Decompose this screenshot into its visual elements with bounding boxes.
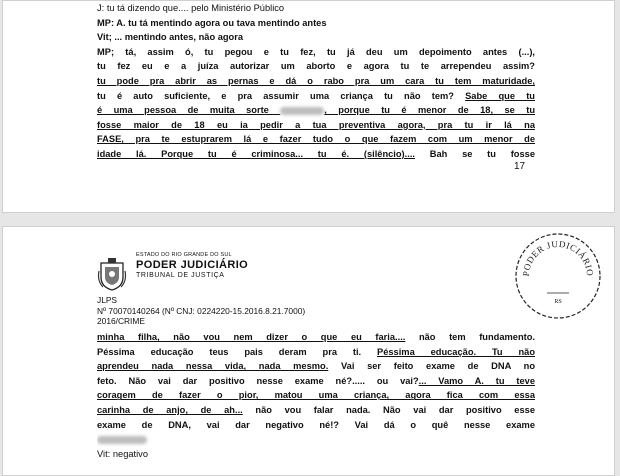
text-line xyxy=(97,74,535,89)
text-line xyxy=(97,374,535,389)
text-segment: idade lá. Porque tu é criminosa... tu é. (silêncio).... xyxy=(97,148,415,159)
text-line xyxy=(97,359,535,374)
text-segment: Bah se tu fosse xyxy=(415,148,535,159)
testimony-text-page-17 xyxy=(97,1,535,162)
text-line xyxy=(97,103,535,118)
text-line xyxy=(97,45,535,60)
document-page-top xyxy=(2,0,615,213)
text-segment: tu pode pra abrir as pernas e dá o rabo pra um cara tu tem maturidade, xyxy=(97,75,535,86)
text-line xyxy=(97,118,535,133)
text-line xyxy=(97,147,535,162)
text-segment: J: tu tá dizendo que.... pelo Ministério Público xyxy=(97,3,285,13)
text-segment: fosse maior de 18 eu ia pedir a tua preventiva agora, pra tu ir lá na xyxy=(97,119,535,130)
text-segment: minha filha, não vou nem dizer o que eu faria.... xyxy=(97,332,406,342)
text-segment: exame de DNA, vai dar negativo né!? Vai dá o quê nesse exame xyxy=(97,419,535,430)
document-page-bottom xyxy=(2,226,615,476)
text-segment: feto. Não vai dar positivo nesse exame né?..... ou vai? xyxy=(97,375,419,386)
text-line xyxy=(97,89,535,104)
text-line xyxy=(97,388,535,403)
court-seal-stamp-icon xyxy=(513,231,603,321)
text-line xyxy=(97,30,535,45)
metadata-line: JLPS xyxy=(97,295,118,305)
text-segment: não tem fundamento. xyxy=(405,332,535,342)
case-metadata xyxy=(97,295,305,327)
metadata-line: Nº 70070140264 (Nº CNJ: 0224220-15.2016.8.21.7000) xyxy=(97,305,306,316)
metadata-line: 2016/CRIME xyxy=(97,316,145,326)
redacted-name xyxy=(280,107,324,115)
text-line xyxy=(97,132,535,147)
text-line xyxy=(97,16,535,31)
text-segment: carinha de anjo, de ah... xyxy=(97,404,243,415)
text-segment: não vou falar nada. Não vai dar positivo esse xyxy=(242,404,535,415)
text-segment: FASE, pra te estuprarem lá e fazer tudo o que fazem com um menor de xyxy=(97,134,535,145)
redacted-name xyxy=(97,436,147,444)
text-line xyxy=(97,345,535,360)
text-segment: tu é auto suficiente, e pra assumir uma criança tu não tem? xyxy=(97,90,466,101)
text-segment: MP; tá, assim ó, tu pegou e tu fez, tu já deu um depoimento antes (...), xyxy=(97,46,535,57)
text-segment: MP: A. tu tá mentindo agora ou tava mentindo antes xyxy=(97,17,327,28)
text-segment: Vit: negativo xyxy=(97,448,148,459)
svg-text:PODER JUDICIÁRIO: PODER JUDICIÁRIO xyxy=(520,238,596,277)
text-line xyxy=(97,59,535,74)
svg-text:RS: RS xyxy=(554,299,562,305)
text-segment: é uma pessoa de muita sorte xyxy=(97,105,281,116)
text-segment: aprendeu nada nessa vida, nada mesmo. xyxy=(97,361,329,372)
text-line xyxy=(97,447,535,462)
text-segment: Vit; ... mentindo antes, não agora xyxy=(97,32,244,43)
text-segment: Péssima educação teus pais deram pra ti. xyxy=(97,346,378,357)
text-segment: tu fez eu e a juíza autorizar um aborto e agora tu te arrependeu assim? xyxy=(97,61,535,72)
court-name: TRIBUNAL DE JUSTIÇA xyxy=(136,271,225,279)
text-line xyxy=(97,403,535,418)
text-line xyxy=(97,432,535,447)
page-number: 17 xyxy=(514,161,526,172)
text-line xyxy=(97,1,535,16)
text-segment: Vai ser feito exame de DNA no xyxy=(328,361,535,372)
coat-of-arms-icon xyxy=(97,257,127,291)
text-line xyxy=(97,330,535,345)
text-segment: coragem de fazer o pior, matou uma criança, agora fica com essa xyxy=(97,390,535,401)
text-segment: ... Vamo A. tu teve xyxy=(418,375,535,386)
text-line xyxy=(97,418,535,433)
testimony-text-page-18 xyxy=(97,330,535,461)
text-segment: Sabe que tu xyxy=(465,90,535,101)
text-segment: Péssima educação. Tu não xyxy=(377,346,535,357)
power-name: PODER JUDICIÁRIO xyxy=(136,258,249,271)
text-segment: , porque tu é menor de 18, se tu xyxy=(324,105,535,116)
state-name: ESTADO DO RIO GRANDE DO SUL xyxy=(136,252,232,258)
institution-header xyxy=(136,253,248,279)
